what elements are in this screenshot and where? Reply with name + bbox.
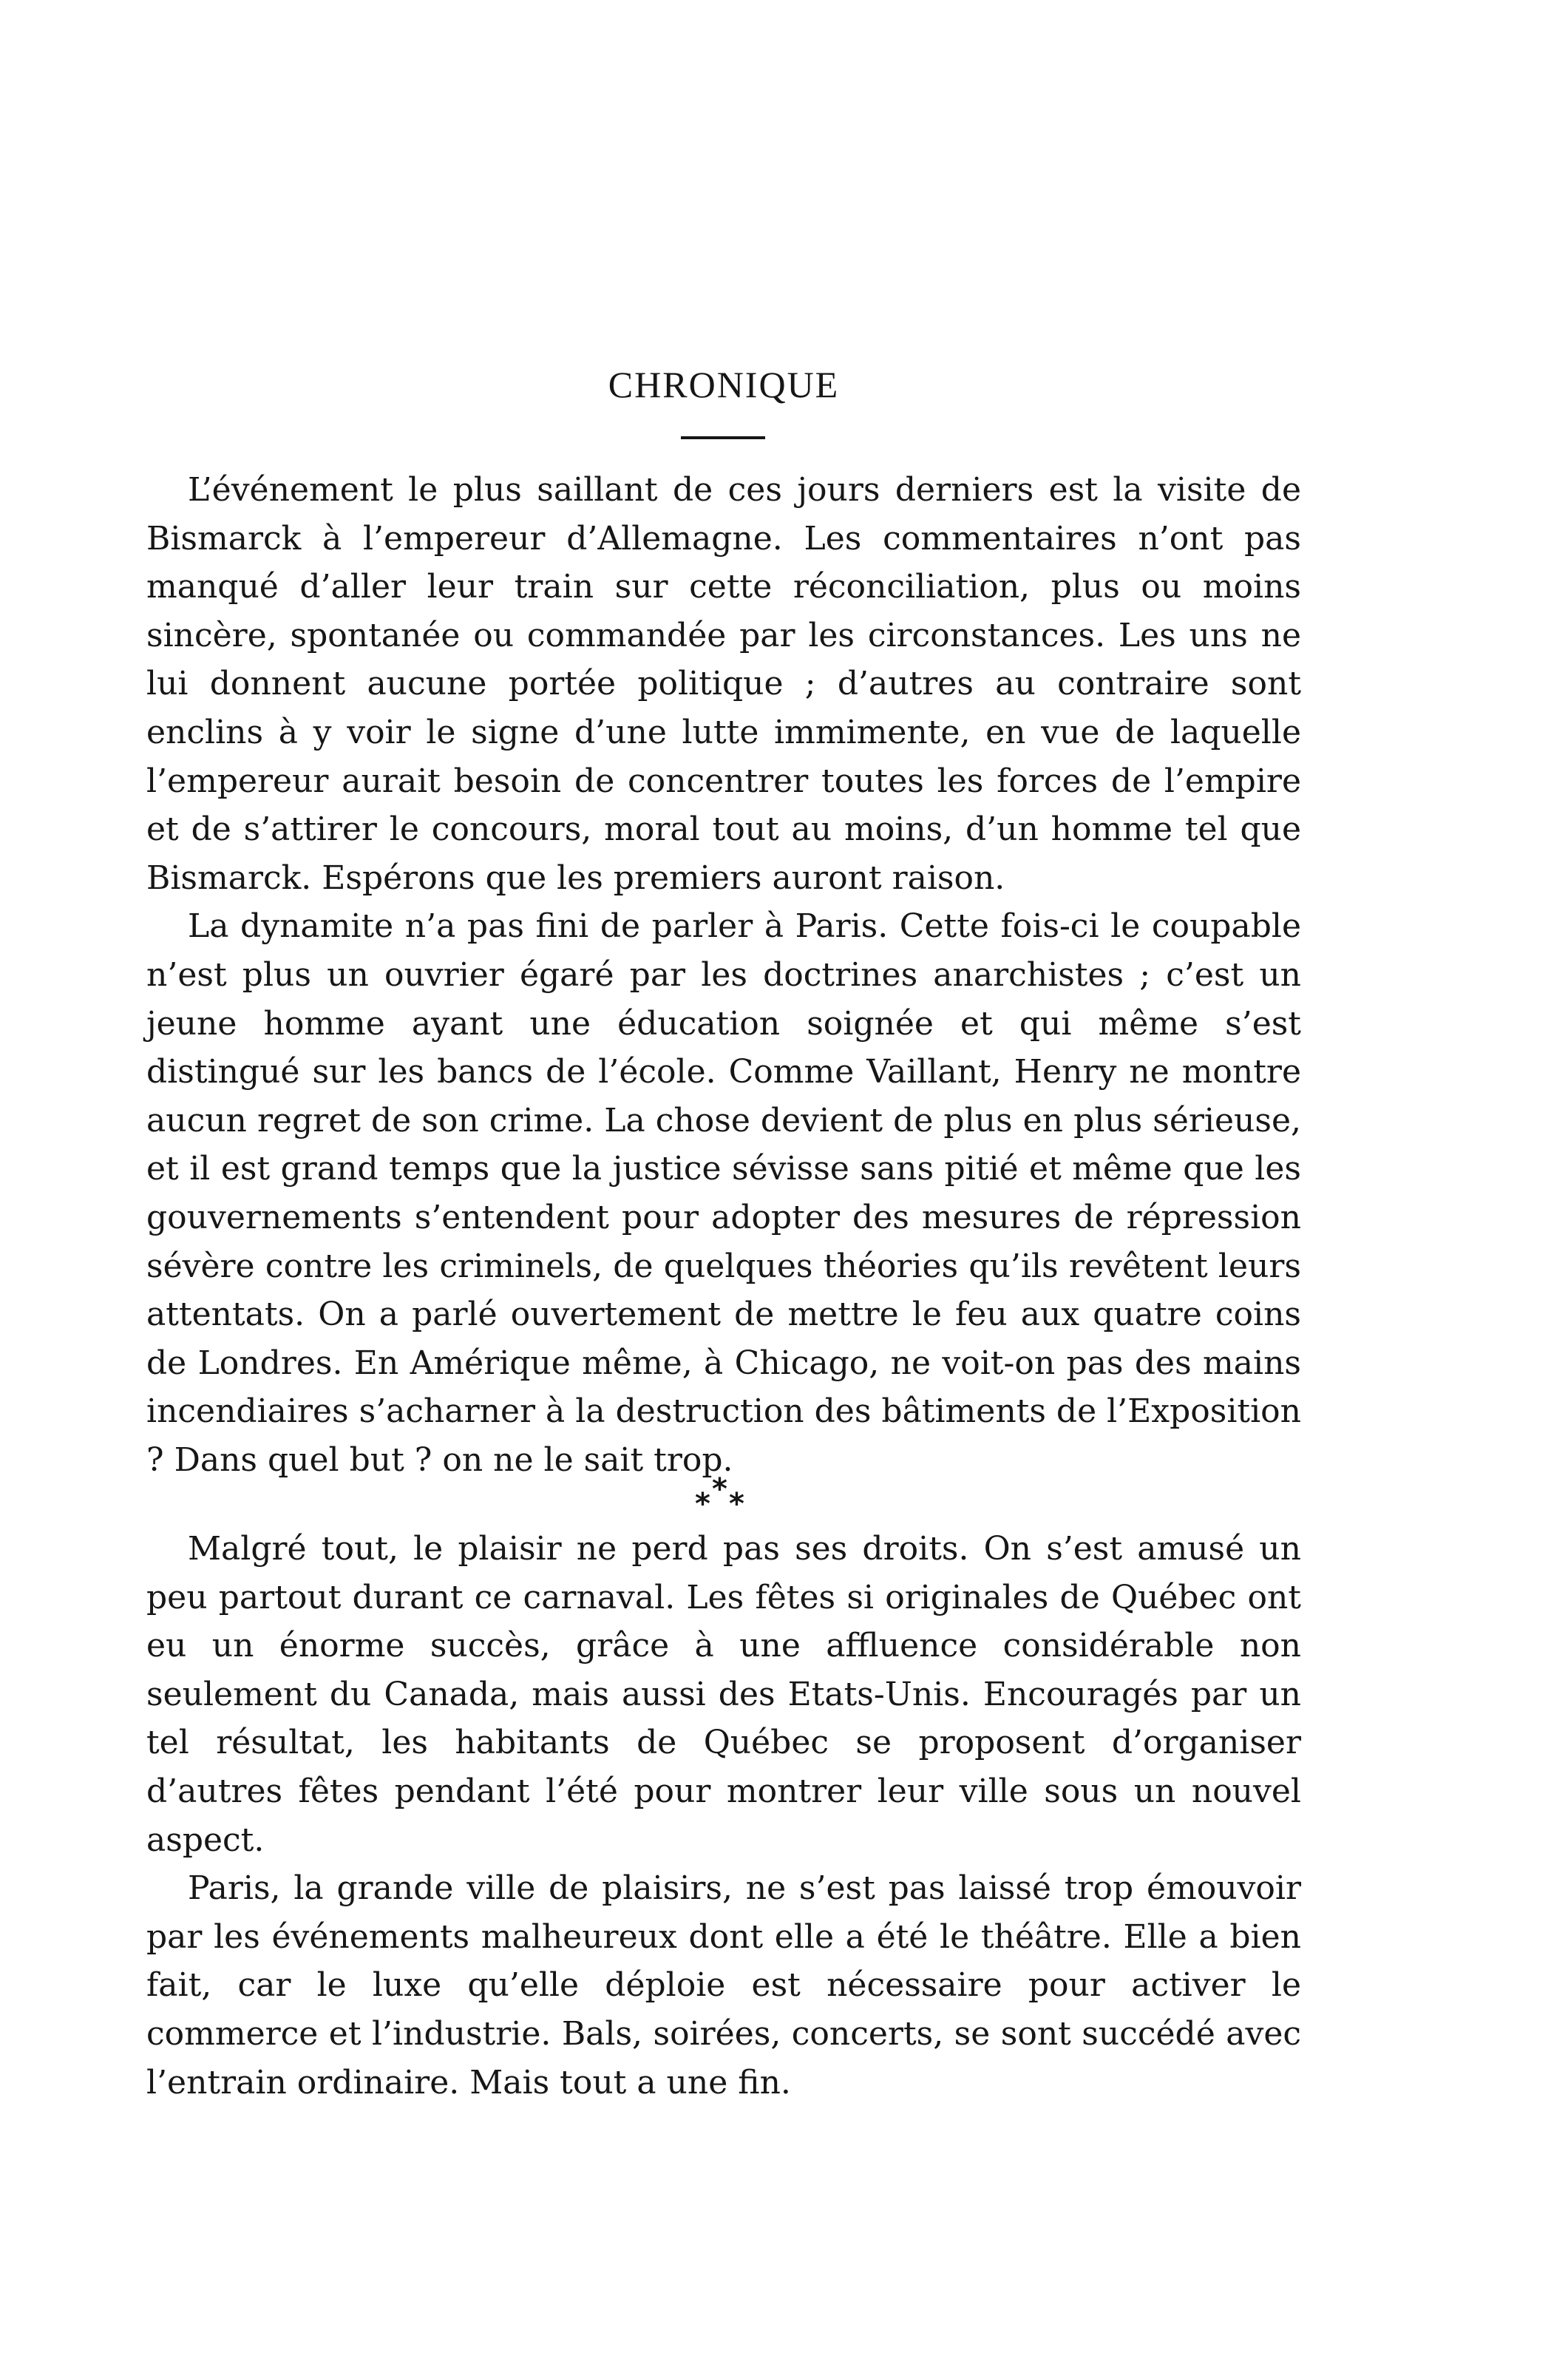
separator-star: *	[712, 1472, 727, 1506]
title-rule	[681, 436, 765, 439]
section-separator	[146, 1472, 1301, 1521]
section-politics	[146, 466, 1301, 1484]
paragraph-dynamite: La dynamite n’a pas fini de parler à Paris. Cette fois-ci le coupable n’est plus un ouvrier égaré par les doctrines anarchistes ; c’est un jeune homme ayant une éducation soignée et qui même s’est distingué sur les bancs de l’école. Comme Vaillant, Henry ne montre aucun regret de son crime. La chose devient de plus en plus sérieuse, et il est grand temps que la justice sévisse sans pitié et même que les gouvernements s’entendent pour adopter des mesures de répression sévère contre les criminels, de quelques théories qu’ils revêtent leurs attentats. On a parlé ouvertement de mettre le feu aux quatre coins de Londres. En Amérique même, à Chicago, ne voit-on pas des mains incendiaires s’acharner à la destruction des bâtiments de l’Exposition ? Dans quel but ? on ne le sait trop.	[146, 907, 1301, 1479]
paragraph-carnaval: Malgré tout, le plaisir ne perd pas ses droits. On s’est amusé un peu partout durant ce carnaval. Les fêtes si originales de Québec ont eu un énorme succès, grâce à une affluence considérable non seulement du Canada, mais aussi des Etats-Unis. Encouragés par un tel résultat, les habitants de Québec se proposent d’organiser d’autres fêtes pendant l’été pour montrer leur ville sous un nouvel aspect.	[146, 1530, 1301, 1859]
paragraph-bismarck: L’événement le plus saillant de ces jours derniers est la visite de Bismarck à l’empereur d’Allemagne. Les commentaires n’ont pas manqué d’aller leur train sur cette réconciliation, plus ou moins sincère, spontanée ou commandée par les circonstances. Les uns ne lui donnent aucune portée politique ; d’autres au contraire sont enclins à y voir le signe d’une lutte immimente, en vue de laquelle l’empereur aurait besoin de concentrer toutes les forces de l’empire et de s’attirer le concours, moral tout au moins, d’un homme tel que Bismarck. Espérons que les premiers auront raison.	[146, 471, 1301, 897]
separator-star: *	[729, 1487, 744, 1521]
page-title: CHRONIQUE	[608, 364, 840, 405]
section-festivities	[146, 1525, 1301, 2107]
document-page	[146, 0, 1301, 2367]
paragraph-paris: Paris, la grande ville de plaisirs, ne s’est pas laissé trop émouvoir par les événements malheureux dont elle a été le théâtre. Elle a bien fait, car le luxe qu’elle déploie est nécessaire pour activer le commerce et l’industrie. Bals, soirées, concerts, se sont succédé avec l’entrain ordinaire. Mais tout a une fin.	[146, 1869, 1301, 2102]
separator-star: *	[695, 1487, 710, 1521]
